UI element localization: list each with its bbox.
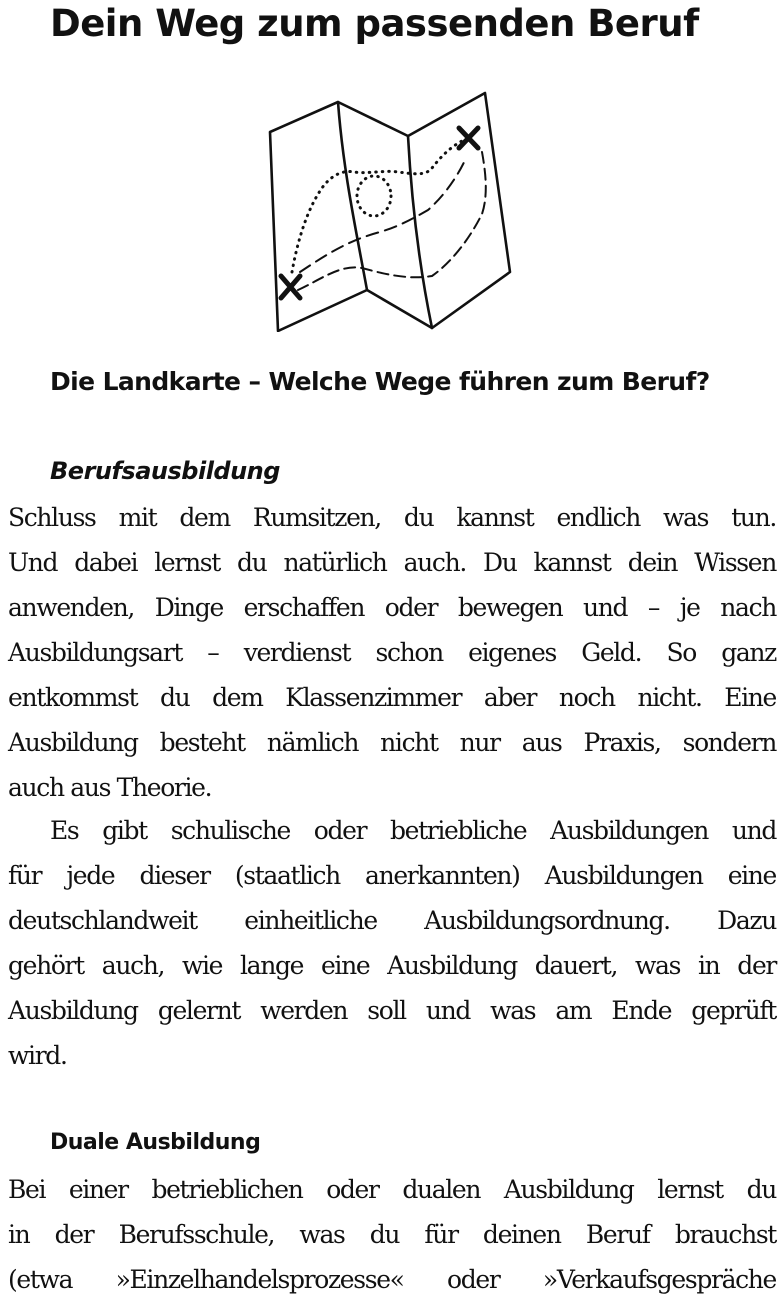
duale-ausbildung-heading: Duale Ausbildung [50,1130,261,1155]
text-line: Ausbildung gelernt werden soll und was am Ende geprüft [8,996,776,1025]
text-line: Ausbildungsart – verdienst schon eigenes Geld. So ganz [8,638,776,667]
text-line: Ausbildung besteht nämlich nicht nur aus Praxis, sondern [8,728,776,757]
section-heading: Die Landkarte – Welche Wege führen zum Beruf? [50,367,710,396]
dotted-route [292,138,468,272]
berufsausbildung-heading: Berufsausbildung [50,457,280,485]
text-line: Es gibt schulische oder betriebliche Ausbildungen und [50,816,776,845]
destination-x-mark [459,128,478,148]
text-line: gehört auch, wie lange eine Ausbildung dauert, was in der [8,951,776,980]
start-x-mark [281,276,300,298]
text-line: auch aus Theorie. [8,773,212,802]
text-line: anwenden, Dinge erschaffen oder bewegen und – je nach [8,593,776,622]
text-line: Bei einer betrieblichen oder dualen Ausbildung lernst du [8,1175,776,1204]
text-line: Schluss mit dem Rumsitzen, du kannst endlich was tun. [8,503,776,532]
duale-ausbildung-paragraph-1 [8,1167,776,1302]
map-fold-left [338,102,367,290]
chapter-title: Dein Weg zum passenden Beruf [50,2,699,45]
text-line: deutschlandweit einheitliche Ausbildungsordnung. Dazu [8,906,776,935]
dashed-route-middle [300,158,466,272]
berufsausbildung-paragraph-2 [8,808,776,1078]
berufsausbildung-paragraph-1 [8,495,776,810]
text-line: für jede dieser (staatlich anerkannten) Ausbildungen eine [8,861,776,890]
dotted-loop [357,176,391,216]
text-line: wird. [8,1041,67,1070]
text-line: entkommst du dem Klassenzimmer aber noch nicht. Eine [8,683,776,712]
text-line: in der Berufsschule, was du für deinen Beruf brauchst [8,1220,776,1249]
text-line: Und dabei lernst du natürlich auch. Du kannst dein Wissen [8,548,776,577]
text-line: (etwa »Einzelhandelsprozesse« oder »Verkaufsgespräche [8,1265,776,1294]
treasure-map-icon [258,88,520,332]
map-fold-right [408,136,432,328]
